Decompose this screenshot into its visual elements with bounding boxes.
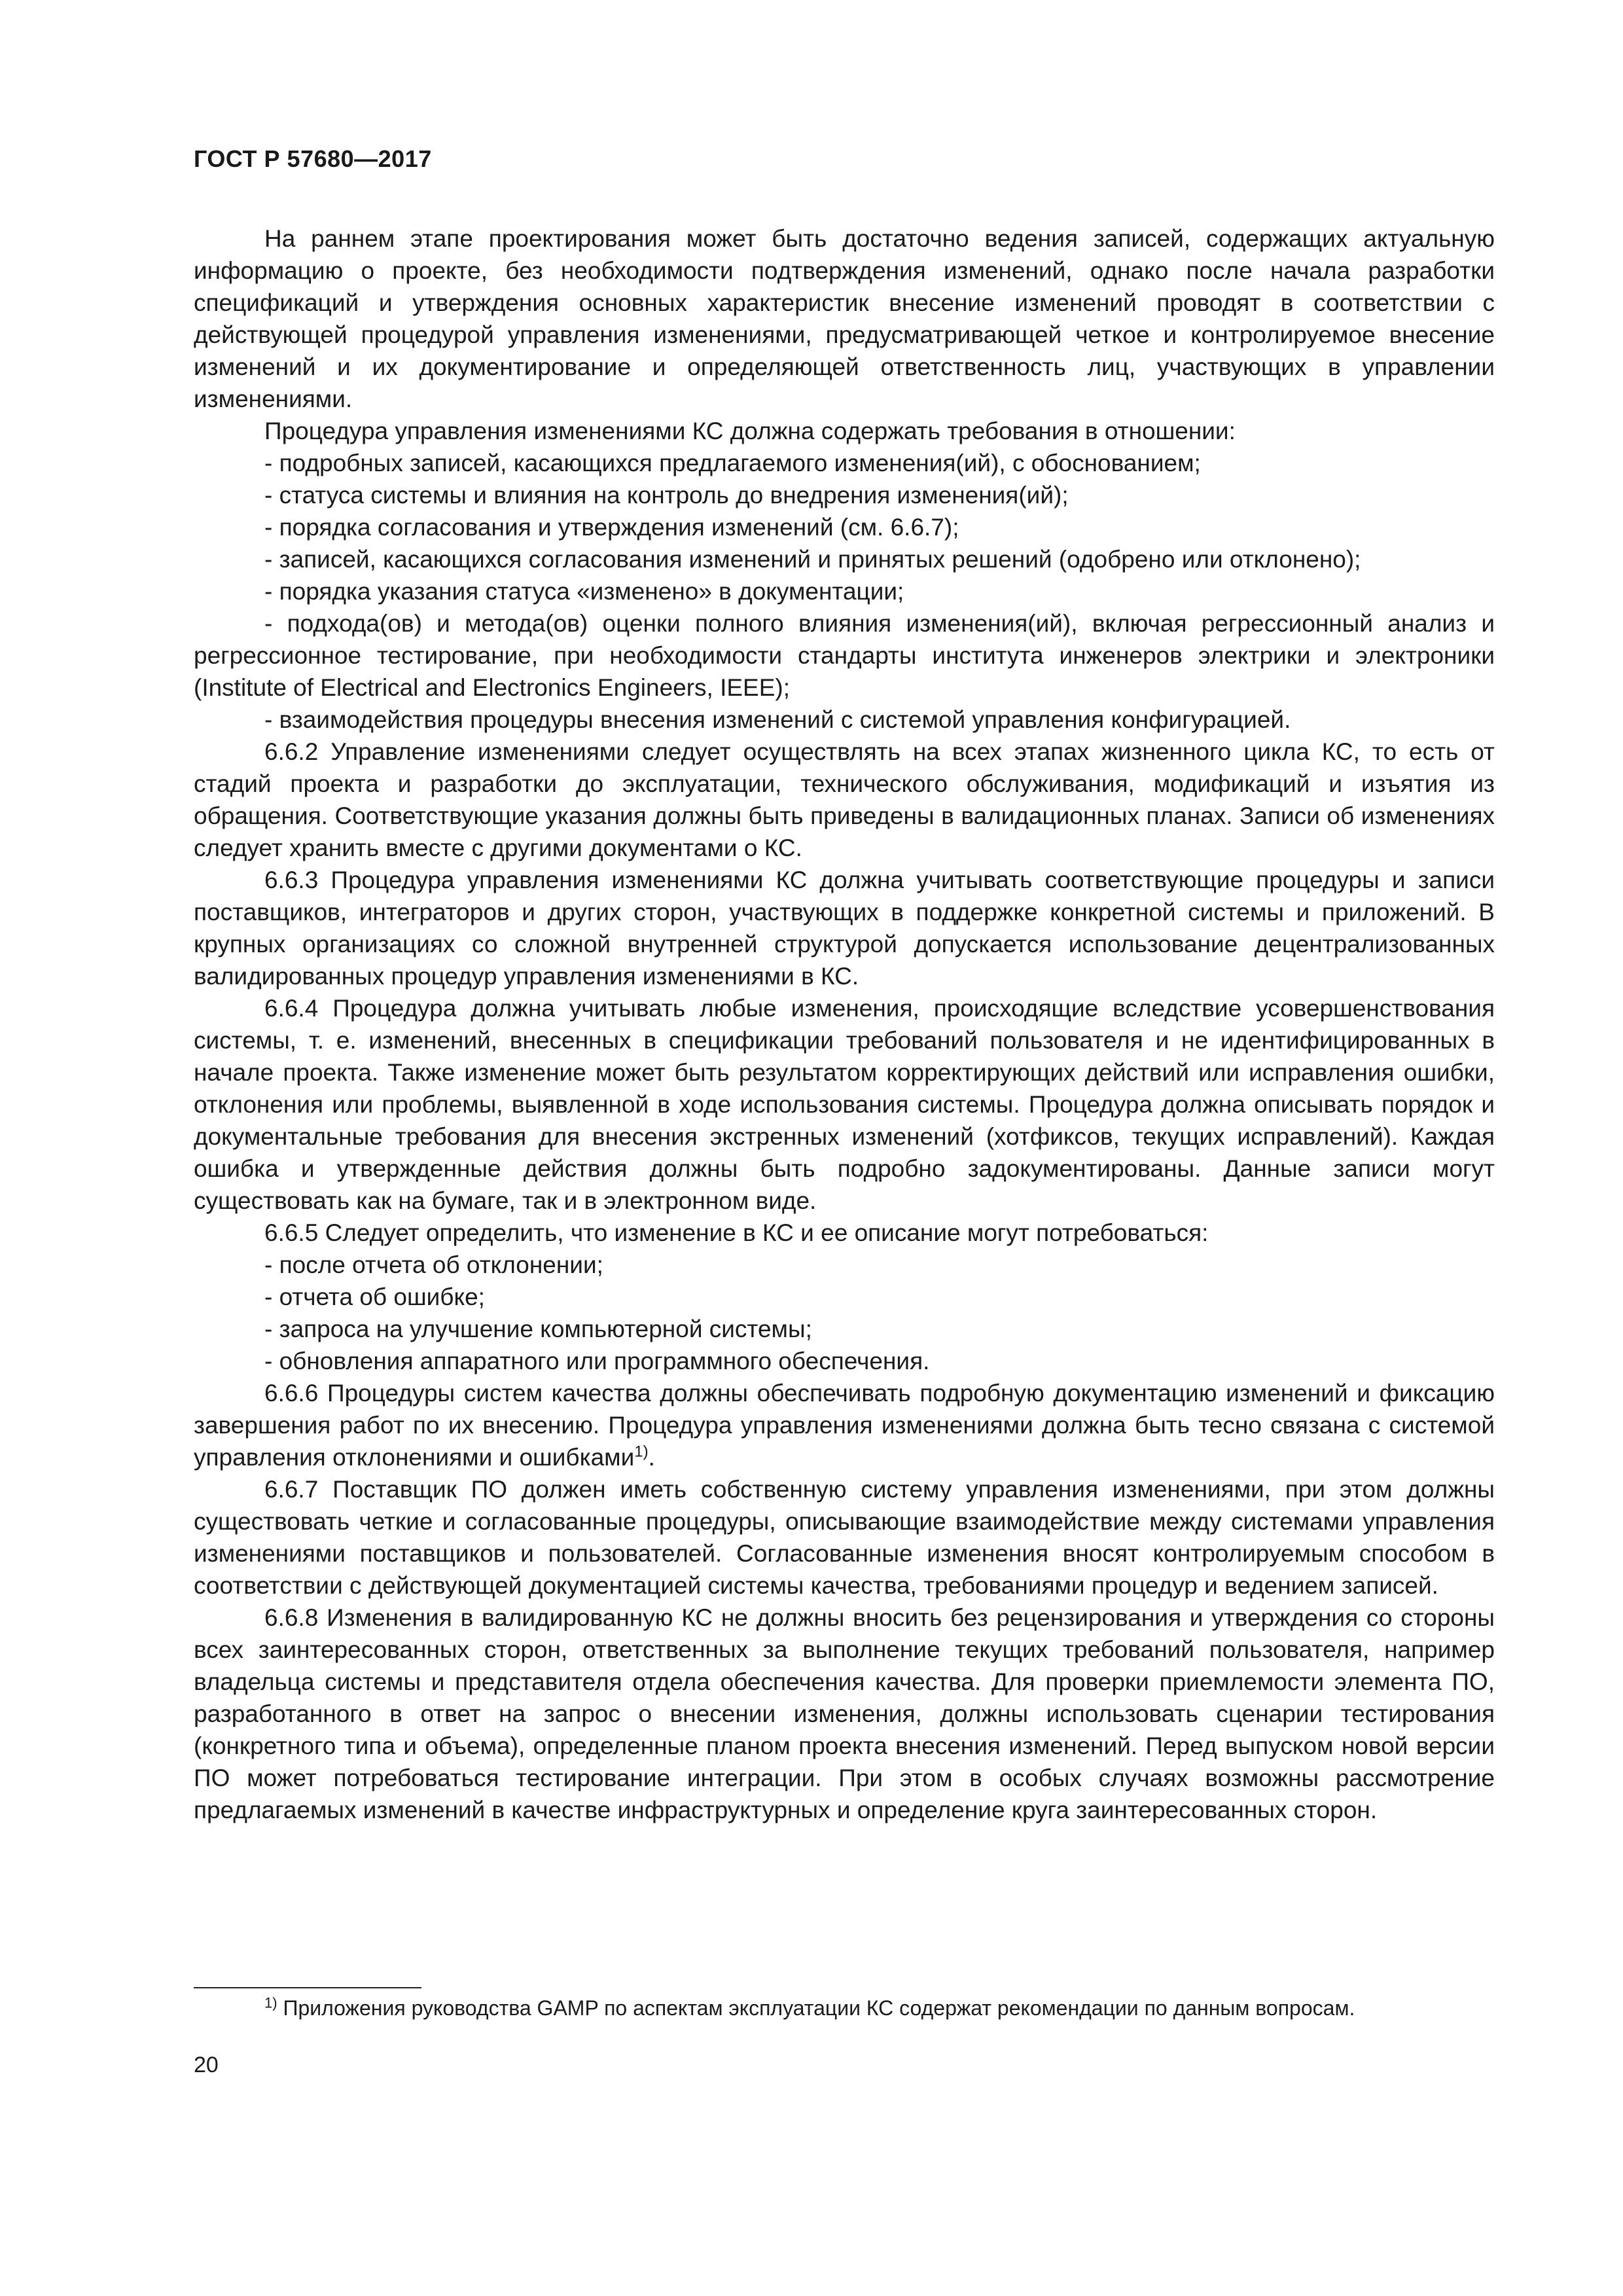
list-item: - отчета об ошибке; — [264, 1283, 485, 1310]
document-body — [194, 223, 1495, 1826]
list-item: - подробных записей, касающихся предлагаемого изменения(ий), с обоснованием; — [264, 450, 1201, 476]
document-header: ГОСТ Р 57680—2017 — [194, 145, 432, 172]
footnote — [194, 1994, 1495, 2022]
paragraph: 6.6.4 Процедура должна учитывать любые изменения, происходящие вследствие усовершенствования системы, т. е. изменений, внесенных в спецификации требований пользователя и не идентифицированных в начале проекта. Также изменение может быть результатом корректирующих действий или исправления ошибки, отклонения или проблемы, выявленной в ходе использования системы. Процедура должна описывать порядок и документальные требования для внесения экстренных изменений (хотфиксов, текущих исправлений). Каждая ошибка и утвержденные действия должны быть подробно задокументированы. Данные записи могут существовать как на бумаге, так и в электронном виде. — [194, 995, 1495, 1214]
paragraph: На раннем этапе проектирования может быть достаточно ведения записей, содержащих актуальную информацию о проекте, без необходимости подтверждения изменений, однако после начала разработки спецификаций и утверждения основных характеристик внесение изменений проводят в соответствии с действующей процедурой управления изменениями, предусматривающей четкое и контролируемое внесение изменений и их документирование и определяющей ответственность лиц, участвующих в управлении изменениями. — [194, 225, 1495, 412]
paragraph: 6.6.8 Изменения в валидированную КС не должны вносить без рецензирования и утверждения со стороны всех заинтересованных сторон, ответственных за выполнение текущих требований пользователя, например владельца системы и представителя отдела обеспечения качества. Для проверки приемлемости элемента ПО, разработанного в ответ на запрос о внесении изменения, должны использовать сценарии тестирования (конкретного типа и объема), определенные планом проекта внесения изменений. Перед выпуском новой версии ПО может потребоваться тестирование интеграции. При этом в особых случаях возможны рассмотрение предлагаемых изменений в качестве инфраструктурных и определение круга заинтересованных сторон. — [194, 1604, 1495, 1823]
list-item: - порядка указания статуса «изменено» в документации; — [264, 578, 904, 605]
footnote-marker: 1) — [264, 1994, 277, 2011]
footnote-text: Приложения руководства GAMP по аспектам эксплуатации КС содержат рекомендации по данным вопросам. — [277, 1996, 1355, 2020]
list-item: - подхода(ов) и метода(ов) оценки полного влияния изменения(ий), включая регрессионный анализ и регрессионное тестирование, при необходимости стандарты института инженеров электрики и электроники (Institute of Electrical and Electronics Engineers, IEEE); — [194, 610, 1495, 701]
paragraph: 6.6.7 Поставщик ПО должен иметь собственную систему управления изменениями, при этом должны существовать четкие и согласованные процедуры, описывающие взаимодействие между системами управления изменениями поставщиков и пользователей. Согласованные изменения вносят контролируемым способом в соответствии с действующей документацией системы качества, требованиями процедур и ведением записей. — [194, 1476, 1495, 1599]
list-item: - обновления аппаратного или программного обеспечения. — [264, 1348, 930, 1374]
list-item: - порядка согласования и утверждения изменений (см. 6.6.7); — [264, 514, 959, 541]
footnote-reference: 1) — [634, 1443, 649, 1461]
paragraph: 6.6.3 Процедура управления изменениями КС должна учитывать соответствующие процедуры и записи поставщиков, интеграторов и других сторон, участвующих в поддержке конкретной системы и приложений. В крупных организациях со сложной внутренней структурой допускается использование децентрализованных валидированных процедур управления изменениями в КС. — [194, 867, 1495, 990]
paragraph: 6.6.5 Следует определить, что изменение в КС и ее описание могут потребоваться: — [264, 1219, 1209, 1246]
list-item: - запроса на улучшение компьютерной системы; — [264, 1316, 812, 1342]
paragraph-666 — [194, 1377, 1495, 1473]
paragraph: Процедура управления изменениями КС должна содержать требования в отношении: — [264, 418, 1236, 444]
list-item: - после отчета об отклонении; — [264, 1251, 603, 1278]
paragraph: 6.6.2 Управление изменениями следует осуществлять на всех этапах жизненного цикла КС, то есть от стадий проекта и разработки до эксплуатации, технического обслуживания, модификаций и изъятия из обращения. Соответствующие указания должны быть приведены в валидационных планах. Записи об изменениях следует хранить вместе с другими документами о КС. — [194, 738, 1495, 861]
paragraph-666-text: 6.6.6 Процедуры систем качества должны обеспечивать подробную документацию изменений и фиксацию завершения работ по их внесению. Процедура управления изменениями должна быть тесно связана с системой управления отклонениями и ошибками — [194, 1380, 1495, 1471]
list-item: - записей, касающихся согласования изменений и принятых решений (одобрено или отклонено); — [264, 546, 1361, 573]
list-item: - взаимодействия процедуры внесения изменений с системой управления конфигурацией. — [264, 706, 1291, 733]
list-item: - статуса системы и влияния на контроль до внедрения изменения(ий); — [264, 482, 1069, 509]
footnote-divider — [194, 1987, 421, 1988]
paragraph-666-end: . — [648, 1444, 655, 1471]
page-number: 20 — [194, 2053, 219, 2077]
